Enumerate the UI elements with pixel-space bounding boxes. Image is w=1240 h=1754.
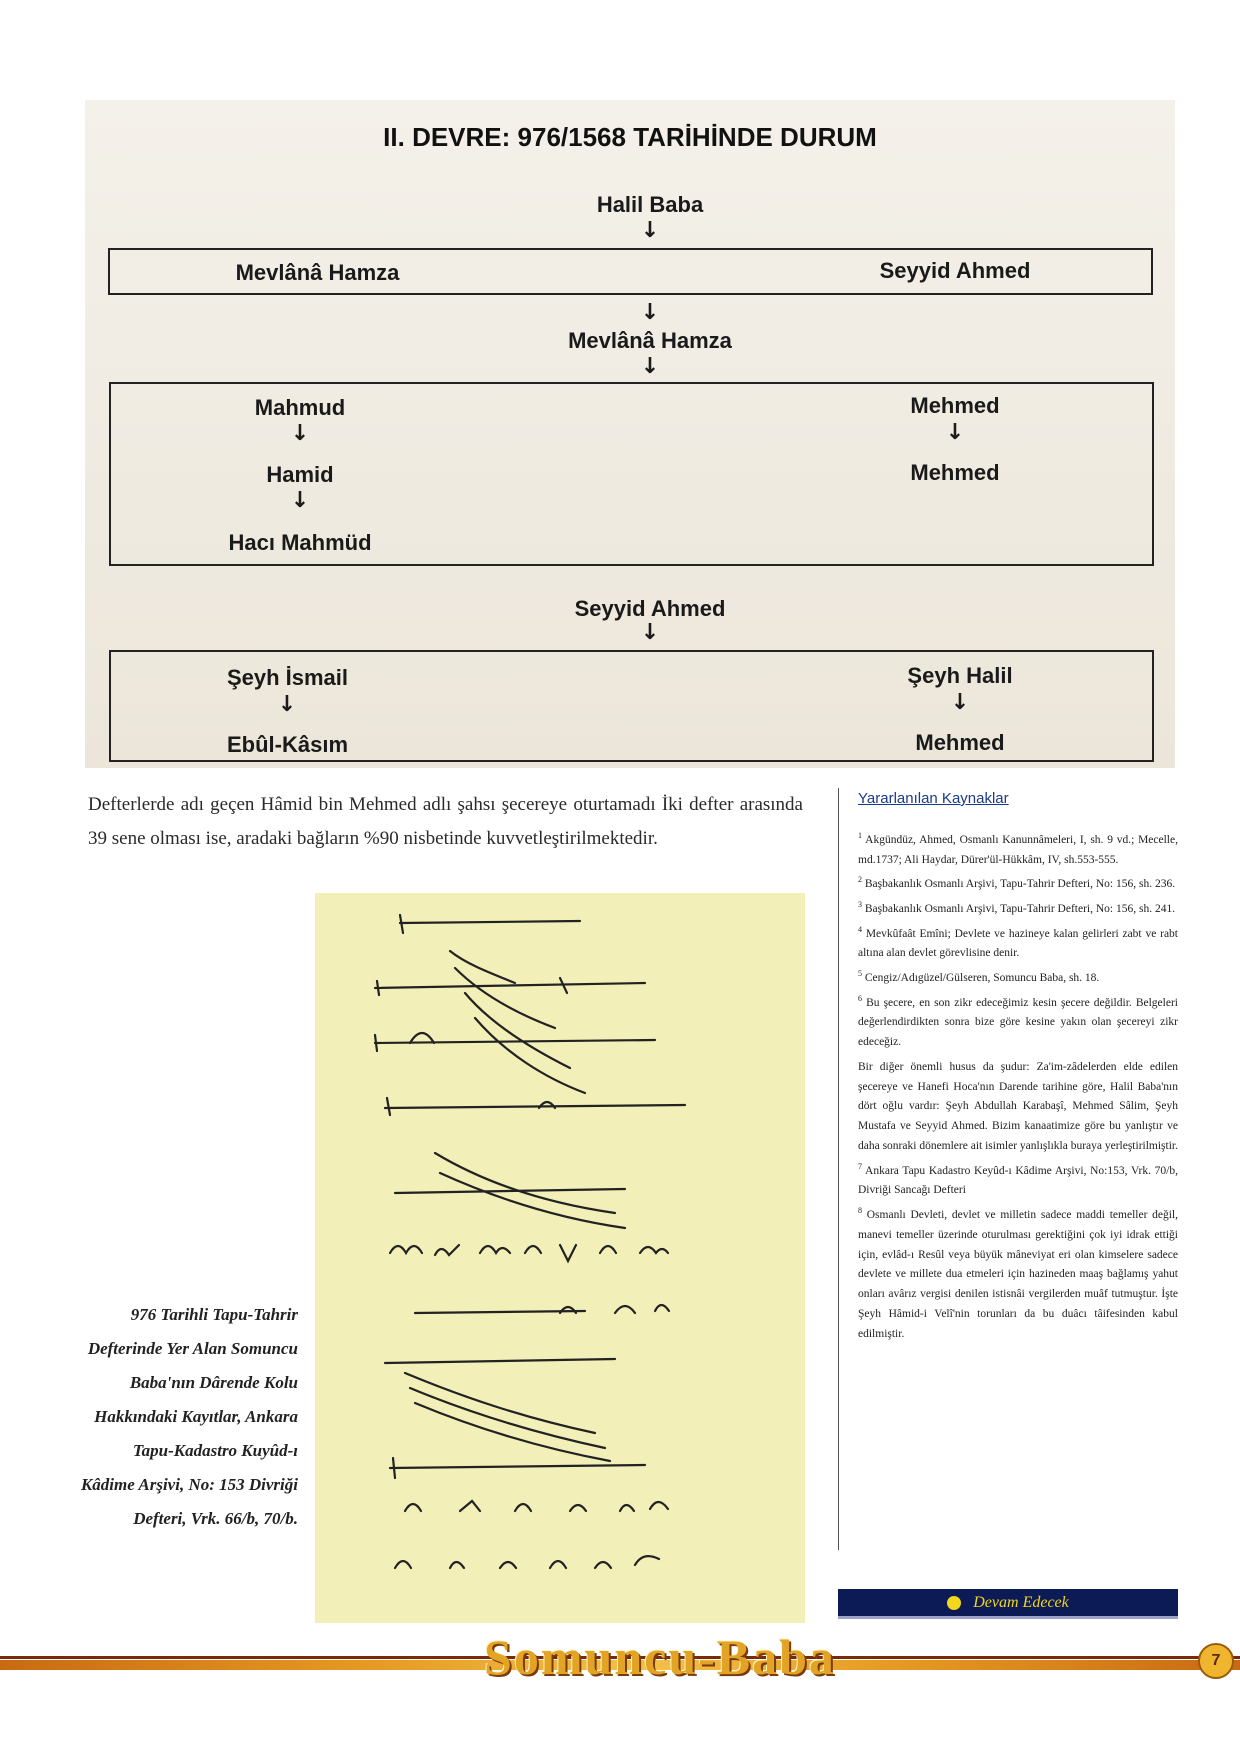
intro-paragraph: Defterlerde adı geçen Hâmid bin Mehmed adlı şahsı şecereye oturtamadı İki defter arasında 39 sene olması ise, aradaki bağların %90 nisbetinde kuvvetleştirilmektedir. — [88, 794, 803, 849]
source-item: $^5$ Cengiz/Adıgüzel/Gülseren, Somuncu Baba, sh. 18. — [858, 969, 1100, 984]
level1-left-name: Mevlânâ Hamza — [235, 260, 400, 285]
source-item: $^4$ Mevkûfaât Emîni; Devlete ve hazineye kalan gelirleri zabt ve rabt altına alan devlet görevlisine denir. — [858, 924, 1179, 960]
source-item: $^2$ Başbakanlık Osmanlı Arşivi, Tapu-Tahrir Defteri, No: 156, sh. 236. — [858, 875, 1176, 891]
source-item: $^6$ Bu şecere, en son zikr edeceğimiz kesin şecere değildir. Belgeleri değerlendirdikten sonra bize göre kesine yakın olan şecereyi zikr edeceğiz. — [858, 993, 1178, 1049]
branch2-left-name-2: Ebûl-Kâsım — [226, 732, 349, 757]
arrow-icon: ↓ — [640, 300, 660, 325]
image-caption: 976 Tarihli Tapu-Tahrir Defterinde Yer Alan Somuncu Baba'nın Dârende Kolu Hakkındaki Kayıtlar, Ankara Tapu-Kadastro Kuyûd-ı Kâdime Arşivi, No: 153 Divriği Defteri, Vrk. 66/b, 70/b. — [80, 1305, 298, 1528]
branch1-right-name-1: Mehmed — [910, 393, 1000, 418]
branch2-left-name-1: Şeyh İsmail — [226, 665, 349, 690]
arrow-icon: ↓ — [290, 421, 310, 446]
bullet-dot-icon — [947, 1596, 961, 1610]
branch2-head-name: Seyyid Ahmed — [574, 596, 726, 621]
source-item: $^8$ Osmanlı Devleti, devlet ve milletin sadece maddi temeller değil, manevi temeller üzerinde oturulması gerektiğini çok iyi idrak ettiği için, evlâd-ı Resûl veya büyük mâneviyat eri olan kimselere sadece devlete ve millete dua etmeleri için hazineden maaş bağlamış yahut onları avârız vergisi denilen istisnâi vergilerden muâf tutmuştur. İşte Şeyh Hâmid-i Velî'nin torunları da bu duâcı tâifesinden kabul edilmiştir. — [858, 1206, 1179, 1340]
branch2-right-name-2: Mehmed — [915, 730, 1005, 755]
manuscript-scribbles — [315, 893, 805, 1623]
sources-list — [858, 826, 1178, 1345]
arrow-icon: ↓ — [640, 620, 660, 645]
branch1-right-name-2: Mehmed — [910, 460, 1000, 485]
branch2-right-name-1: Şeyh Halil — [907, 663, 1013, 688]
source-item: $^7$ Ankara Tapu Kadastro Keyûd-ı Kâdime Arşivi, No:153, Vrk. 70/b, Divriği Sancağı Defteri — [858, 1161, 1179, 1197]
source-item: $^1$ Akgündüz, Ahmed, Osmanlı Kanunnâmeleri, I, sh. 9 vd.; Mecelle, md.1737; Ali Haydar, Dürer'ül-Hükkâm, IV, sh.553-555. — [858, 831, 1178, 866]
branch1-left-name-3: Hacı Mahmüd — [228, 530, 372, 555]
branch1-left-name-1: Mahmud — [254, 395, 346, 420]
continue-banner — [838, 1589, 1178, 1619]
continue-label: Devam Edecek — [973, 1593, 1069, 1611]
arrow-icon: ↓ — [950, 690, 970, 715]
column-divider — [838, 788, 839, 1550]
source-item: $^3$ Başbakanlık Osmanlı Arşivi, Tapu-Tahrir Defteri, No: 156, sh. 241. — [858, 900, 1176, 915]
arrow-icon: ↓ — [277, 692, 297, 717]
level1-right-name: Seyyid Ahmed — [879, 258, 1031, 283]
branch1-head-name: Mevlânâ Hamza — [568, 328, 732, 353]
sources-heading: Yararlanılan Kaynaklar — [858, 790, 1009, 807]
branch1-left-name-2: Hamid — [266, 462, 334, 487]
footer-logo: Somuncu-Baba — [484, 1629, 836, 1685]
arrow-icon: ↓ — [290, 488, 310, 513]
root-name: Halil Baba — [596, 192, 704, 217]
arrow-icon: ↓ — [640, 218, 660, 243]
arrow-icon: ↓ — [640, 354, 660, 379]
manuscript-image — [315, 893, 805, 1623]
genealogy-panel — [85, 100, 1175, 768]
arrow-icon: ↓ — [945, 420, 965, 445]
source-item: Bir diğer önemli husus da şudur: Za'im-zâdelerden elde edilen şecereye ve Hanefi Hoca'nın Darende tarihine göre, Halil Baba'nın dört oğlu vardır: Şeyh Abdullah Karabaşî, Mehmed Sâlim, Şeyh Mustafa ve Seyyid Ahmed. Bizim kanaatimize göre bu yanlıştır ve daha sonraki dönemlere ait isimler yanlışlıkla buraya yerleştirilmiştir. — [858, 1060, 1178, 1152]
genealogy-title: II. DEVRE: 976/1568 TARİHİNDE DURUM — [383, 122, 877, 152]
page-number: 7 — [1198, 1643, 1234, 1679]
